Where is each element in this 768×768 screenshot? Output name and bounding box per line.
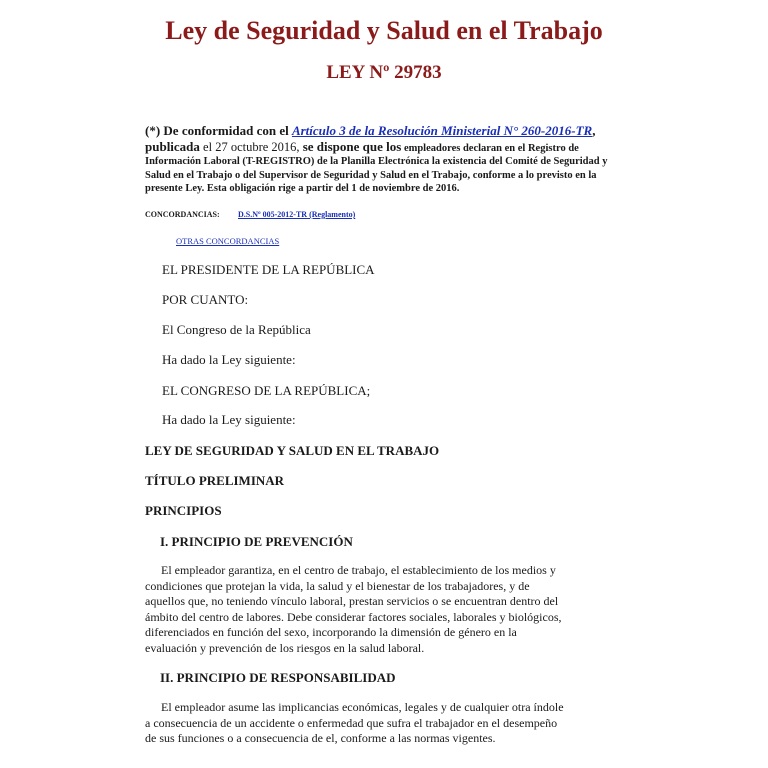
principios-heading: PRINCIPIOS (145, 503, 222, 518)
principle-responsibility-text (145, 700, 605, 747)
preamble-line: EL PRESIDENTE DE LA REPÚBLICA (162, 262, 375, 277)
otras-concordancias-link[interactable]: OTRAS CONCORDANCIAS (176, 236, 280, 246)
preamble-line: El Congreso de la República (162, 322, 311, 337)
note-date: el 27 octubre 2016, (199, 139, 303, 154)
note-body: empleadores declaran en el Registro de Información Laboral (T-REGISTRO) de la Planilla Electrónica la existencia del Comité de Seguridad y Salud en el Trabajo o del Supervisor de Seguridad y Salud en el Trabajo, conforme a lo previsto en la presente Ley. Esta obligación rige a partir del 1 de noviembre de 2016. (145, 142, 608, 194)
note-published: publicada (145, 138, 200, 154)
resolution-link[interactable]: Artículo 3 de la Resolución Ministerial N° 260-2016-TR (291, 123, 593, 138)
principle-prevention-text (145, 563, 605, 656)
law-heading: LEY DE SEGURIDAD Y SALUD EN EL TRABAJO (145, 443, 440, 458)
paragraph-line: El empleador garantiza, en el centro de trabajo, el establecimiento de los medios y (161, 563, 556, 577)
principle-prevention-heading: I. PRINCIPIO DE PREVENCIÓN (160, 534, 353, 549)
preamble-line: POR CUANTO: (162, 292, 249, 307)
publication-note (145, 124, 615, 196)
titulo-preliminar: TÍTULO PRELIMINAR (145, 473, 285, 488)
paragraph-line: condiciones que protejan la vida, la salud y el bienestar de los trabajadores, y de (145, 578, 530, 593)
note-dispone: se dispone que los (302, 138, 402, 154)
paragraph-line: El empleador asume las implicancias económicas, legales y de cualquier otra índole (161, 700, 564, 714)
paragraph-line: ámbito del centro de labores. Debe considerar factores sociales, laborales y biológicos, (145, 609, 562, 624)
preamble-line: Ha dado la Ley siguiente: (162, 412, 296, 427)
principle-responsibility-heading: II. PRINCIPIO DE RESPONSABILIDAD (160, 670, 396, 685)
document-title: Ley de Seguridad y Salud en el Trabajo (165, 16, 603, 45)
law-number: LEY Nº 29783 (326, 62, 442, 83)
note-comma: , (592, 123, 596, 138)
paragraph-line: evaluación y prevención de los riesgos en la salud laboral. (145, 640, 425, 655)
paragraph-line: de sus funciones o a consecuencia de el, conforme a las normas vigentes. (145, 731, 496, 745)
paragraph-line: a consecuencia de un accidente o enfermedad que sufra el trabajador en el desempeño (145, 715, 558, 730)
preamble-line: Ha dado la Ley siguiente: (162, 352, 296, 367)
preamble-line: EL CONGRESO DE LA REPÚBLICA; (162, 383, 371, 398)
concordancias-link[interactable]: D.S.Nº 005-2012-TR (Reglamento) (238, 210, 356, 219)
concordancias-label: CONCORDANCIAS: (145, 210, 220, 219)
paragraph-line: diferenciados en función del sexo, incorporando la dimensión de género en la (145, 625, 517, 639)
note-prefix: (*) De conformidad con el (145, 123, 292, 138)
paragraph-line: aquellos que, no teniendo vínculo laboral, prestan servicios o se encuentran dentro del (145, 594, 559, 608)
